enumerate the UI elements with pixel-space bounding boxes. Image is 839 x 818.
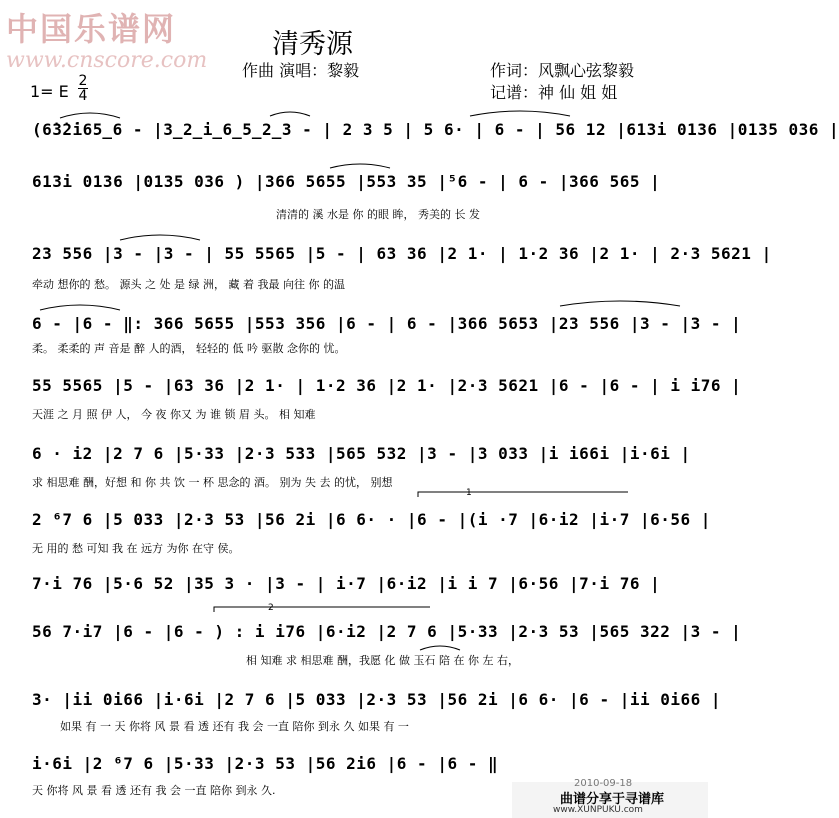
song-title: 清秀源 [272,29,353,60]
key-signature: 1= E [30,82,69,101]
credit-site: www.XUNPUKU.com [553,805,643,815]
volta-bracket-2 [214,607,430,612]
time-signature-bottom: 4 [78,88,88,104]
notation-line: 613i 0136 |0135 036 ) |366 5655 |553 35 |⁵6 - | 6 - |366 565 | [32,172,661,191]
transcriber-line: 记谱：神 仙 姐 姐 [490,83,618,102]
notation-line: 2 ⁶7 6 |5 033 |2·3 53 |56 2i |6 6· · |6 - |(i ·7 |6·i2 |i·7 |6·56 | [32,510,711,529]
volta-label-1: 1 [466,488,472,498]
lyric-line: 天涯 之 月 照 伊 人， 今 夜 你又 为 谁 锁 眉 头。 相 知难 [32,408,316,421]
notation-line: 3· |ii 0i66 |i·6i |2 7 6 |5 033 |2·3 53 |56 2i |6 6· |6 - |ii 0i66 | [32,690,722,709]
notation-line: (6̇3̇2̇i65̲6 - |3̲2̲i̲6̲5̲2̲3 - | 2 3 5 | 5 6· | 6 - | 56 12 |613i 0136 |0135 036 | [32,120,839,139]
composer-line: 作曲 演唱：黎毅 [242,61,360,80]
notation-line: 55 5565 |5 - |63 36 |2 1· | 1·2 36 |2 1· |2·3 5621 |6 - |6 - | i i76 | [32,376,742,395]
lyric-line: 牵动 想你的 愁。 源头 之 处 是 绿 洲， 藏 着 我最 向往 你 的温 [32,278,345,291]
lyric-line: 相 知难 求 相思难 酬，我愿 化 做 玉石 陪 在 你 左 右， [246,654,519,667]
watermark-url: www.cnscore.com [6,48,208,73]
watermark-logo: 中国乐谱网 [6,10,177,48]
notation-line: 6 · i2 |2 7 6 |5·33 |2·3 533 |565 532 |3 - |3 033 |i i66i |i·6i | [32,444,691,463]
time-signature-top: 2 [78,73,88,89]
lyric-line: 无 用的 愁 可知 我 在 远方 为你 在守 侯。 [32,542,240,555]
lyric-line: 求 相思难 酬，好想 和 你 共 饮 一 杯 思念的 酒。 别为 失 去 的忧， 别想 [32,476,393,489]
time-signature [78,74,88,103]
volta-bracket-1 [418,492,628,497]
lyric-line: 柔。 柔柔的 声 音是 醉 人的酒， 轻轻的 低 吟 驱散 念你的 忧。 [32,342,346,355]
lyric-line: 如果 有 一 天 你将 风 景 看 透 还有 我 会 一直 陪你 到永 久 如果 有 一 [60,720,409,733]
credit-text: 曲谱分享于寻谱库 [560,792,665,807]
volta-label-2: 2 [268,603,274,613]
lyric-line: 清清的 溪 水是 你 的眼 眸， 秀美的 长 发 [276,208,480,221]
lyric-line: 天 你将 风 景 看 透 还有 我 会 一直 陪你 到永 久. [32,784,276,797]
notation-line: 7·i 76 |5·6 52 |35 3 · |3 - | i·7 |6·i2 |i i 7 |6·56 |7·i 76 | [32,574,661,593]
date-stamp: 2010-09-18 [574,778,633,789]
notation-line: 56 7·i7 |6 - |6 - ) : i i76 |6·i2 |2 7 6 |5·33 |2·3 53 |565 322 |3 - | [32,622,742,641]
notation-line: i·6i |2 ⁶7 6 |5·33 |2·3 53 |56 2i6 |6 - |6 - ‖ [32,754,499,773]
lyricist-line: 作词：风飘心弦黎毅 [490,61,635,80]
notation-line: 23 556 |3 - |3 - | 55 5565 |5 - | 63 36 |2 1· | 1·2 36 |2 1· | 2·3 5621 | [32,244,772,263]
notation-line: 6 - |6 - ‖: 366 5655 |553 356 |6 - | 6 - |366 5653 |23 556 |3 - |3 - | [32,314,742,333]
